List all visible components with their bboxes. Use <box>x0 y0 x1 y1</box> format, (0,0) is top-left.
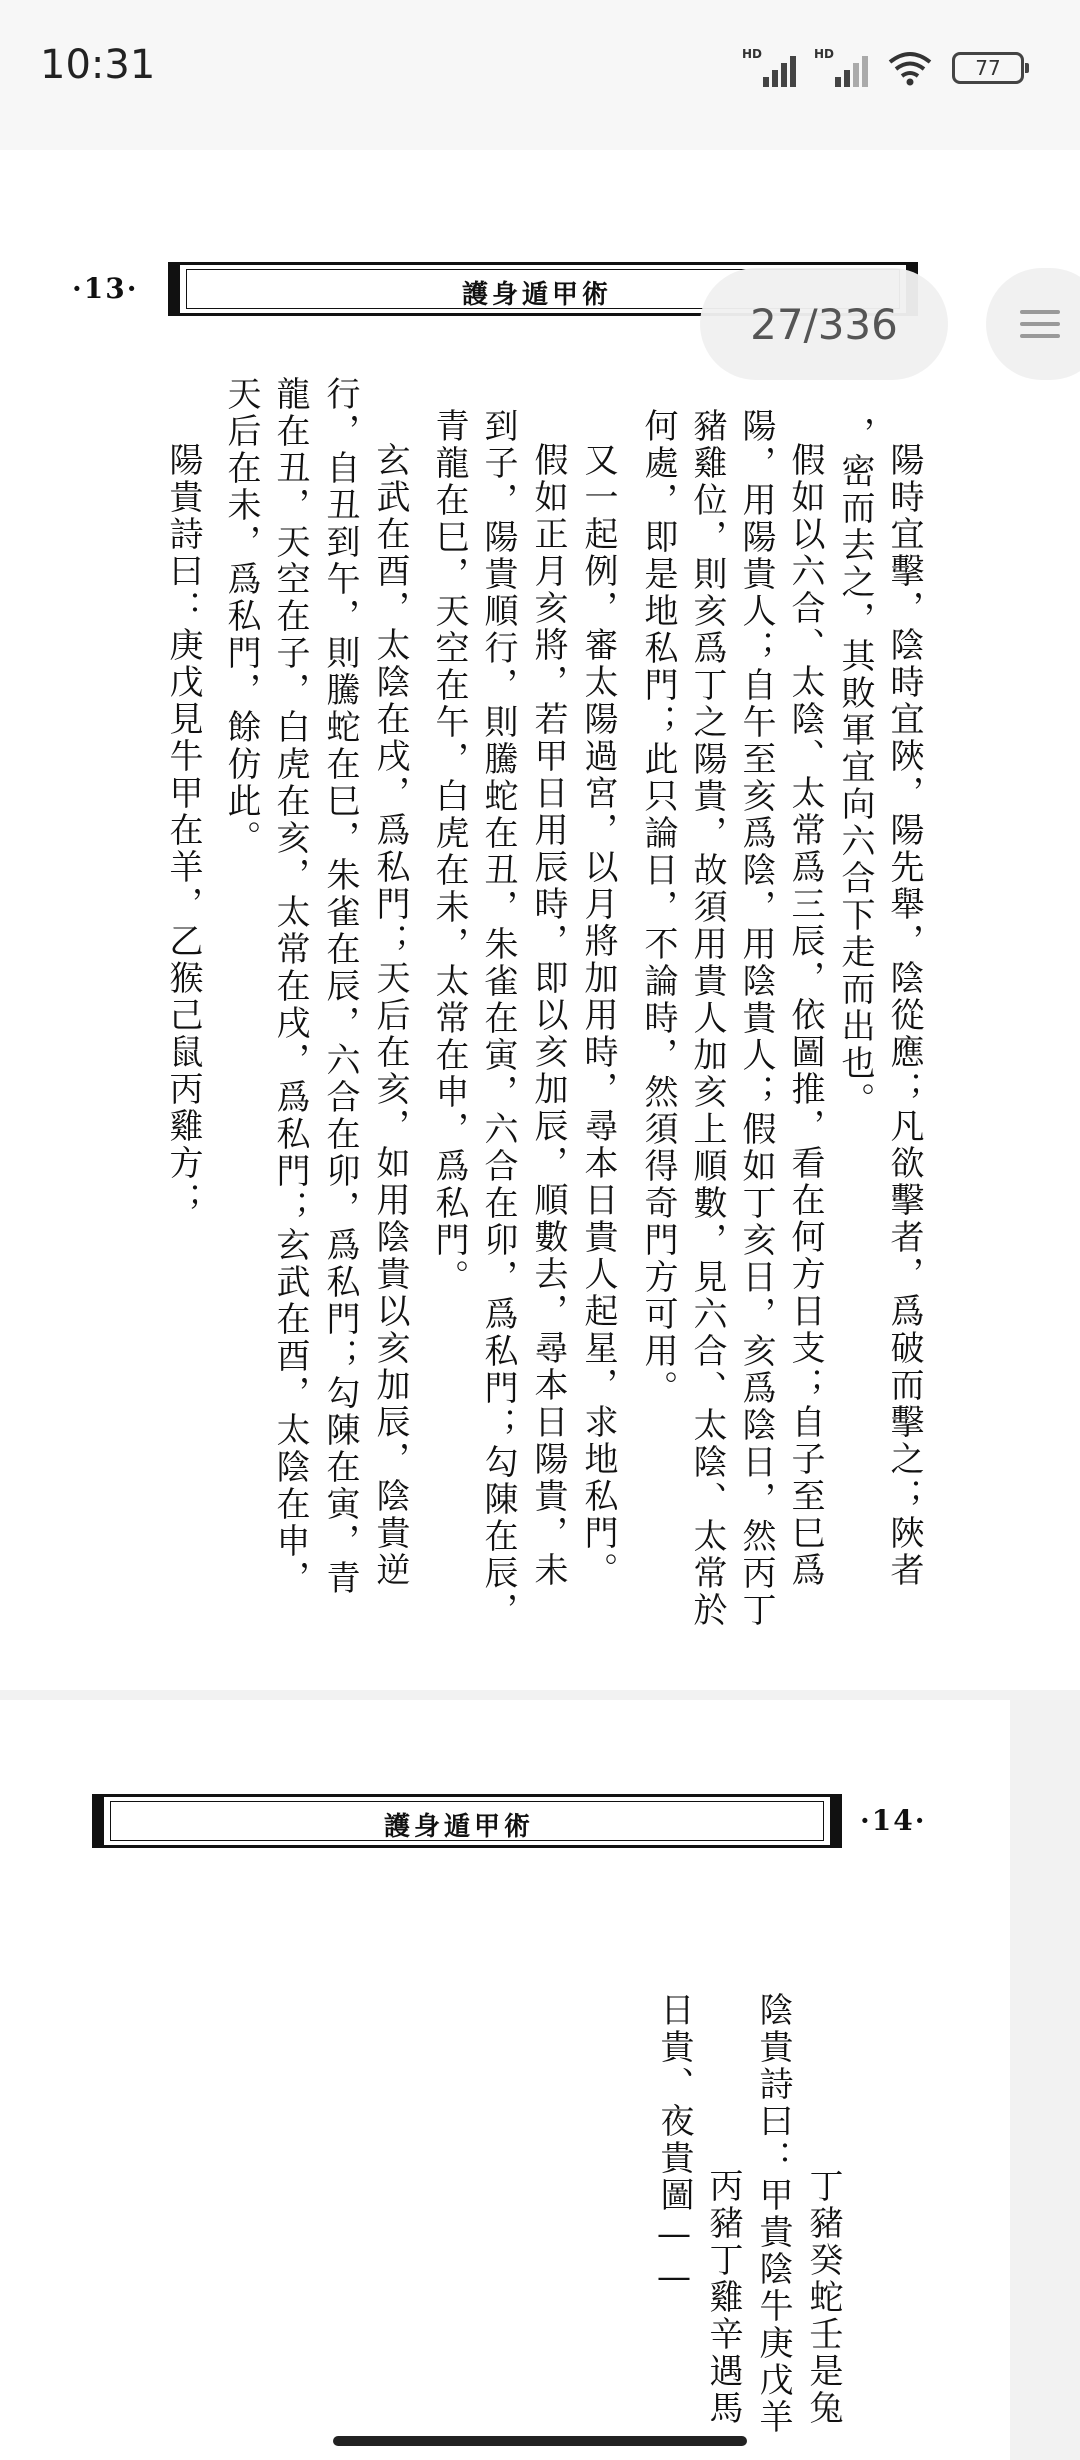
page-number-2: ·14· <box>860 1804 927 1837</box>
text-column-13: 龍在丑，天空在子，白虎在亥，太常在戌，爲私門；玄武在酉，太陰在申， <box>270 376 310 1597</box>
text-column-8: 假如正月亥將，若甲日用辰時，即以亥加辰，順數去，尋本日陽貴，未 <box>528 442 568 1589</box>
header-title: 護身遁甲術 <box>462 280 613 310</box>
text-column-9: 到子，陽貴順行，則騰蛇在丑，朱雀在寅，六合在卯，爲私門；勾陳在辰， <box>478 408 518 1629</box>
status-bar <box>0 0 1080 150</box>
text-column-11: 玄武在酉，太陰在戌，爲私門；天后在亥，如用陰貴以亥加辰，陰貴逆 <box>370 442 410 1589</box>
page-counter[interactable]: 27/336 <box>700 268 948 380</box>
gesture-bar[interactable] <box>333 2436 747 2446</box>
signal-hd-label: HD <box>742 47 763 61</box>
text-column-1: 陽時宜擊，陰時宜陜，陽先舉，陰從應；凡欲擊者，爲破而擊之；陜者 <box>884 442 924 1589</box>
header-title-2: 護身遁甲術 <box>384 1812 535 1842</box>
signal-hd-label-2: HD <box>814 47 835 61</box>
text-column-p2-1: 丁豬癸蛇壬是兔 <box>803 2168 843 2427</box>
text-column-6: 何處，即是地私門；此只論日，不論時，然須得奇門方可用。 <box>638 408 678 1407</box>
text-column-p2-4: 日貴、夜貴圖—— <box>654 1992 694 2300</box>
page-13 <box>0 150 1080 1690</box>
text-column-4: 陽，用陽貴人；自午至亥爲陰，用陰貴人；假如丁亥日，亥爲陰日，然丙丁 <box>736 408 776 1629</box>
text-column-2: ，密而去之，其敗軍宜向六合下走而出也。 <box>835 416 875 1119</box>
text-column-14: 天后在未，爲私門，餘仿此。 <box>221 376 261 857</box>
page-14 <box>0 1700 1010 2460</box>
text-column-10: 青龍在巳，天空在午，白虎在未，太常在申，爲私門。 <box>429 408 469 1296</box>
status-icons <box>742 48 1024 88</box>
wifi-icon <box>886 50 934 86</box>
text-column-3: 假如以六合、太陰、太常爲三辰，依圖推，看在何方日支；自子至巳爲 <box>785 442 825 1589</box>
text-column-15: 陽貴詩曰：庚戊見牛甲在羊，乙猴己鼠丙雞方； <box>163 442 203 1219</box>
status-time: 10:31 <box>40 42 156 88</box>
battery-icon: 77 <box>952 52 1024 84</box>
hamburger-icon <box>1020 302 1060 346</box>
text-column-12: 行，自丑到午，則騰蛇在巳，朱雀在辰，六合在卯，爲私門；勾陳在寅，青 <box>320 376 360 1597</box>
text-column-p2-3: 丙豬丁雞辛遇馬 <box>703 2168 743 2427</box>
signal-icon-2 <box>814 49 868 87</box>
page-number: ·13· <box>72 272 139 305</box>
text-column-5: 豬雞位，則亥爲丁之陽貴，故須用貴人加亥上順數，見六合、太陰、太常於 <box>687 408 727 1629</box>
text-column-7: 又一起例，審太陽過宮，以月將加用時，尋本日貴人起星，求地私門。 <box>578 442 618 1589</box>
signal-icon <box>742 49 796 87</box>
text-column-p2-2: 陰貴詩曰：甲貴陰牛庚戊羊 <box>753 1992 793 2436</box>
